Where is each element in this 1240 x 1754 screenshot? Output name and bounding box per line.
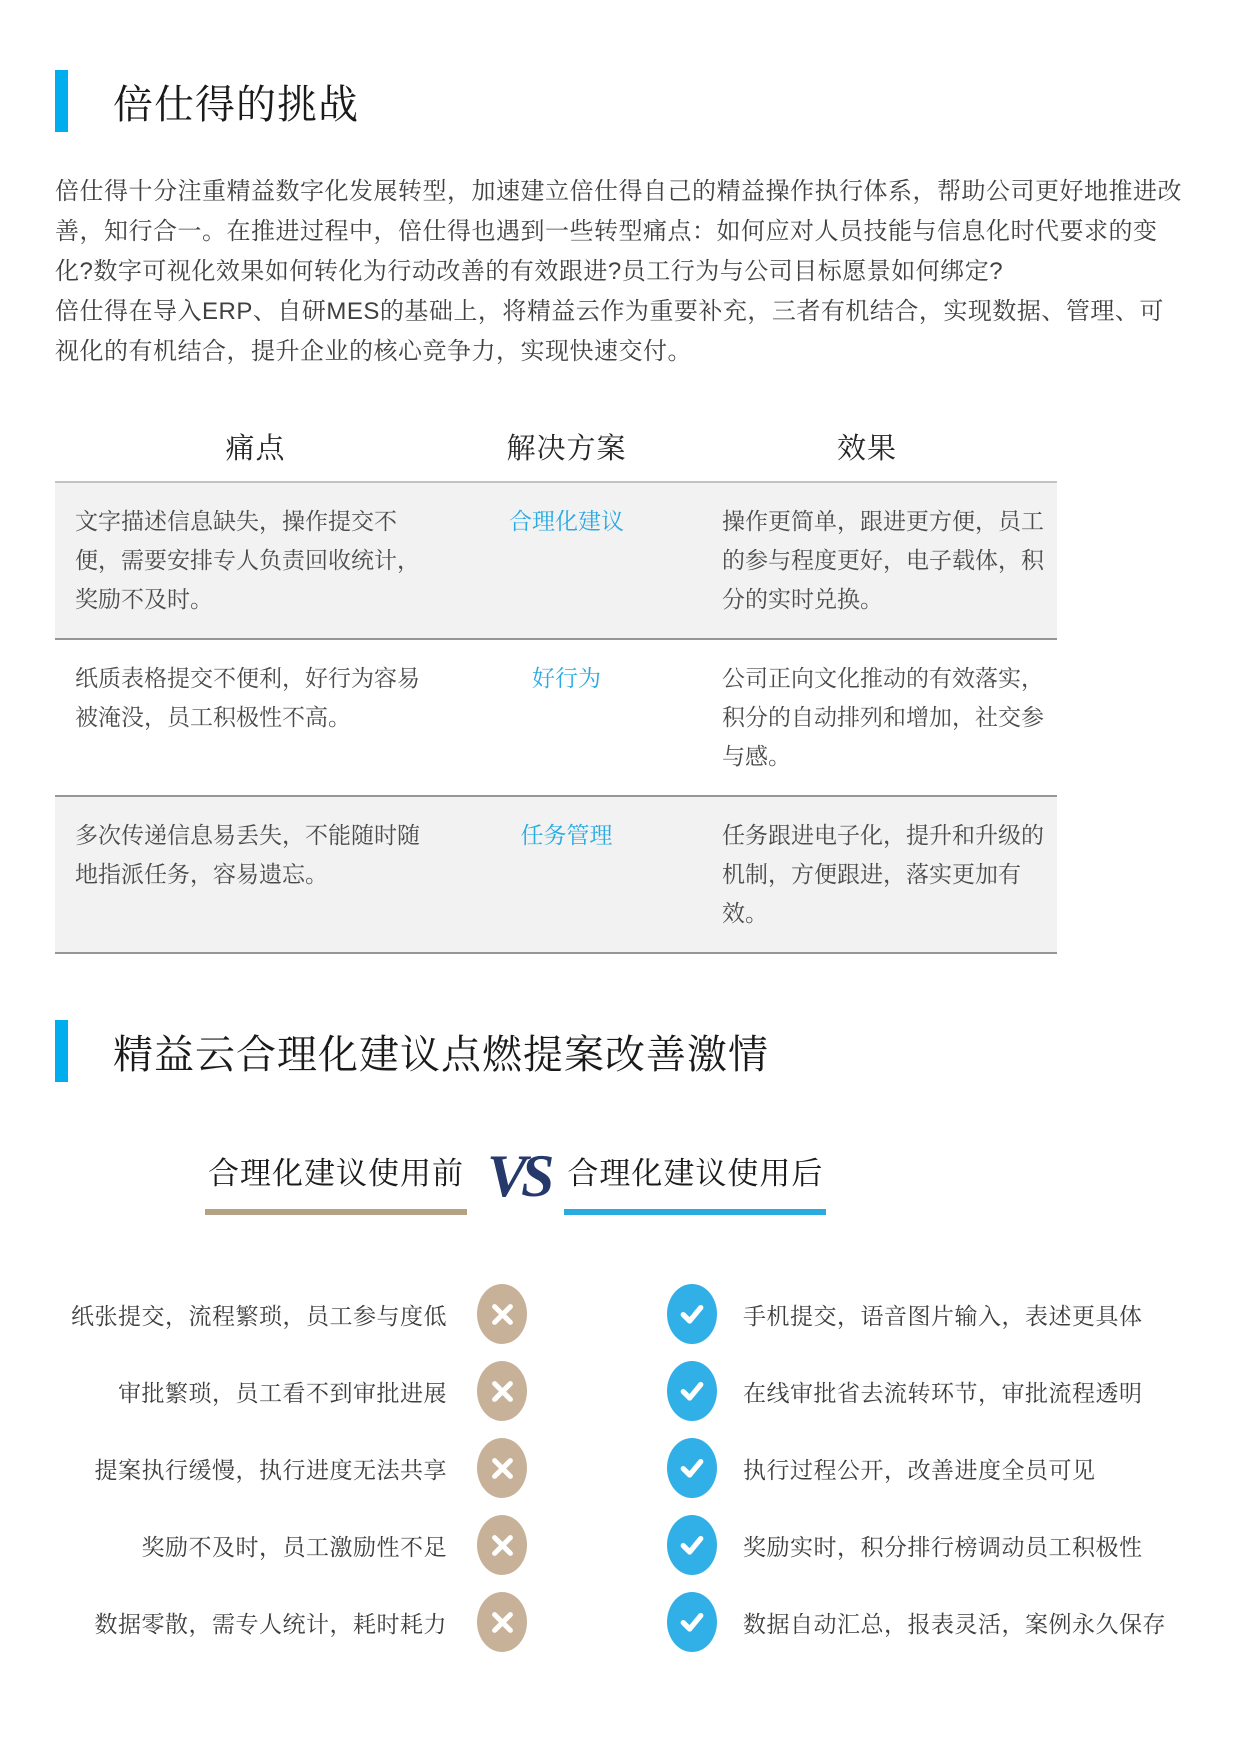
cross-badge bbox=[477, 1592, 527, 1652]
check-badge bbox=[667, 1361, 717, 1421]
vs-header bbox=[205, 1143, 826, 1216]
check-icon bbox=[678, 1454, 706, 1482]
after-text: 在线审批省去流转环节，审批流程透明 bbox=[743, 1379, 1143, 1406]
before-text: 奖励不及时，员工激励性不足 bbox=[141, 1533, 447, 1560]
after-label: 合理化建议使用后 bbox=[564, 1148, 826, 1215]
comparison-row bbox=[55, 1515, 1240, 1575]
comparison-list bbox=[55, 1284, 1240, 1652]
challenges-table bbox=[55, 430, 1057, 954]
effect-cell: 公司正向文化推动的有效落实，积分的自动排列和增加，社交参与感。 bbox=[722, 665, 1044, 769]
cross-badge bbox=[477, 1361, 527, 1421]
cross-badge bbox=[477, 1515, 527, 1575]
column-header-solution: 解决方案 bbox=[506, 433, 627, 465]
intro-paragraph: 倍仕得在导入ERP、自研MES的基础上，将精益云作为重要补充，三者有机结合，实现数据、管理、可视化的有机结合，提升企业的核心竞争力，实现快速交付。 bbox=[55, 298, 1164, 365]
comparison-row bbox=[55, 1592, 1240, 1652]
after-text: 执行过程公开，改善进度全员可见 bbox=[743, 1456, 1096, 1483]
cross-icon bbox=[489, 1378, 516, 1405]
before-text: 数据零散，需专人统计，耗时耗力 bbox=[94, 1610, 447, 1637]
cross-badge bbox=[477, 1438, 527, 1498]
cross-badge bbox=[477, 1284, 527, 1344]
table-row bbox=[55, 638, 1057, 795]
check-icon bbox=[678, 1377, 706, 1405]
table-row bbox=[55, 483, 1057, 638]
table-header-row bbox=[55, 430, 1057, 483]
intro-text bbox=[55, 172, 1185, 372]
column-header-pain: 痛点 bbox=[225, 433, 286, 465]
after-text: 奖励实时，积分排行榜调动员工积极性 bbox=[743, 1533, 1143, 1560]
pain-cell: 多次传递信息易丢失，不能随时随地指派任务，容易遗忘。 bbox=[75, 822, 420, 887]
cross-icon bbox=[489, 1532, 516, 1559]
cross-icon bbox=[489, 1455, 516, 1482]
column-header-effect: 效果 bbox=[836, 433, 897, 465]
effect-cell: 操作更简单，跟进更方便，员工的参与程度更好，电子载体，积分的实时兑换。 bbox=[722, 508, 1044, 612]
effect-cell: 任务跟进电子化，提升和升级的机制，方便跟进，落实更加有效。 bbox=[722, 822, 1044, 926]
before-text: 审批繁琐，员工看不到审批进展 bbox=[118, 1379, 447, 1406]
section1-header bbox=[55, 70, 1185, 132]
check-icon bbox=[678, 1531, 706, 1559]
check-badge bbox=[667, 1515, 717, 1575]
comparison-row bbox=[55, 1438, 1240, 1498]
pain-cell: 文字描述信息缺失，操作提交不便，需要安排专人负责回收统计，奖励不及时。 bbox=[75, 508, 420, 612]
check-badge bbox=[667, 1284, 717, 1344]
cross-icon bbox=[489, 1301, 516, 1328]
accent-bar bbox=[55, 70, 68, 132]
before-label: 合理化建议使用前 bbox=[205, 1148, 467, 1215]
after-text: 数据自动汇总，报表灵活，案例永久保存 bbox=[743, 1610, 1166, 1637]
section2-header bbox=[55, 1020, 1185, 1082]
check-badge bbox=[667, 1592, 717, 1652]
section1-title: 倍仕得的挑战 bbox=[113, 82, 359, 127]
accent-bar bbox=[55, 1020, 68, 1082]
intro-paragraph: 倍仕得十分注重精益数字化发展转型，加速建立倍仕得自己的精益操作执行体系，帮助公司更好地推进改善，知行合一。在推进过程中，倍仕得也遇到一些转型痛点：如何应对人员技能与信息化时代要求的变化?数字可视化效果如何转化为行动改善的有效跟进?员工行为与公司目标愿景如何绑定? bbox=[55, 178, 1182, 285]
section2-title: 精益云合理化建议点燃提案改善激情 bbox=[113, 1032, 769, 1077]
comparison-row bbox=[55, 1361, 1240, 1421]
before-text: 纸张提交，流程繁琐，员工参与度低 bbox=[71, 1302, 447, 1329]
solution-label: 合理化建议 bbox=[509, 508, 624, 534]
before-text: 提案执行缓慢，执行进度无法共享 bbox=[94, 1456, 447, 1483]
table-row bbox=[55, 795, 1057, 952]
pain-cell: 纸质表格提交不便利，好行为容易被淹没，员工积极性不高。 bbox=[75, 665, 420, 730]
solution-label: 好行为 bbox=[532, 665, 601, 691]
vs-mark: VS bbox=[487, 1143, 549, 1209]
solution-label: 任务管理 bbox=[520, 822, 613, 848]
cross-icon bbox=[489, 1609, 516, 1636]
comparison-row bbox=[55, 1284, 1240, 1344]
check-icon bbox=[678, 1608, 706, 1636]
check-badge bbox=[667, 1438, 717, 1498]
after-text: 手机提交，语音图片输入，表述更具体 bbox=[743, 1302, 1143, 1329]
check-icon bbox=[678, 1300, 706, 1328]
